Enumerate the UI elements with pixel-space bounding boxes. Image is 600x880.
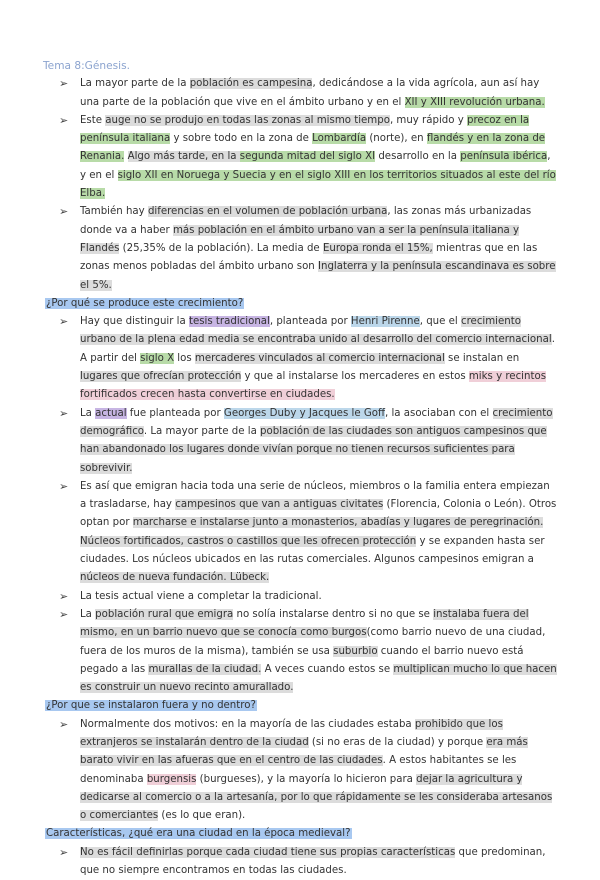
highlighted-text: No es fácil definirlas porque cada ciudad tiene sus propias características [80,846,456,858]
text-run: (como barrio nuevo de una ciudad, fuera de los muros de la misma), también se usa [80,627,546,657]
document-title: Tema 8:Génesis. [43,60,130,72]
text-run: , las zonas más urbanizadas donde va a haber [80,206,532,236]
text-run: , que el [419,316,461,328]
bullet-item [43,606,558,697]
highlighted-text: auge no se produjo en todas las zonas al mismo tiempo [105,114,390,126]
highlighted-text: Georges Duby y Jacques le Goff [223,407,385,419]
text-run: (burgueses), y la mayoría lo hicieron para [196,773,417,785]
highlighted-text: lugares que ofrecían protección [80,371,242,383]
highlighted-text: murallas de la ciudad. [148,663,262,675]
text-run: cuando el barrio nuevo está pegado a las [80,645,524,675]
text-run: se instalan en [444,352,520,364]
text-run: los [174,352,195,364]
highlighted-text: Henri Pirenne [350,316,420,328]
document-page [43,57,558,880]
highlighted-text: población de las ciudades son antiguos campesinos que han abandonado los lugares donde vivían porque no tienen recursos suficientes para sobrevivir. [80,425,547,474]
highlighted-text: era más barato vivir en las afueras que en el centro de las ciudades [80,736,528,767]
text-run: , muy rápido y [389,114,467,126]
section-heading-text: ¿Por qué se produce este crecimiento? [46,297,244,309]
bullet-item [43,75,558,112]
text-run: Este [80,114,106,126]
highlighted-text: Lombardía [312,133,367,145]
text-run: . A estos habitantes se les denominaba [80,755,517,785]
highlighted-text: población rural que emigra [95,608,234,620]
text-run: (si no eras de la ciudad) y porque [308,736,487,748]
highlighted-text: mercaderes vinculados al comercio internacional [194,352,445,364]
bullet-item [43,478,558,588]
highlighted-text: Europa ronda el 15%, [322,242,433,254]
text-run: Normalmente dos motivos: en la mayoría de las ciudades estaba [80,718,415,730]
text-run: que predominan, que no siempre encontramos en todas las ciudades. [80,846,546,877]
highlighted-text: flandés y en la zona de Renania. [80,133,546,163]
section-heading [43,295,558,313]
text-run: . La mayor parte de la [143,425,261,437]
highlighted-text: siglo XII en Noruega y Suecia y en el siglo XIII en los territorios situados al este del río Elba. [80,169,556,200]
text-run: mientras que en las zonas menos pobladas del ámbito urbano son [80,242,538,273]
arrow-bullet-icon: ➢ [59,607,69,621]
highlighted-text: crecimiento urbano de la plena edad media se encontraba unido al desarrollo del comercio internacional [80,316,552,346]
arrow-bullet-icon: ➢ [59,589,69,603]
text-run: , planteada por [269,316,351,328]
arrow-bullet-icon: ➢ [59,205,69,219]
section-heading-text: ¿Por que se instalaron fuera y no dentro? [46,700,256,712]
highlighted-text: diferencias en el volumen de población urbana [147,206,388,218]
text-run: (norte), en [366,133,427,145]
text-run: La tesis actual viene a completar la tradicional. [80,590,322,602]
text-run: y se expanden hasta ser ciudades. Los núcleos ubicados en las rutas comerciales. Algunos campesinos emigran a [80,535,545,566]
bullet-item [43,588,558,606]
text-run: , dedicándose a la vida agrícola, aun así hay una parte de la población que vive en el ámbito urbano y en el [80,78,540,108]
highlighted-text: actual [95,407,127,419]
text-run: . A partir del [80,334,555,364]
highlighted-text: marcharse e instalarse junto a monasterios, abadías y lugares de peregrinación. Núcleos fortificados, castros o castillos que les ofrecen protección [80,517,544,547]
text-run: , la asociaban con el [384,407,493,419]
document-body [43,75,558,880]
highlighted-text: población es campesina [189,78,313,90]
text-run: La [80,407,96,419]
highlighted-text: miks y recintos fortificados crecen hasta convertirse en ciudades. [80,371,546,401]
highlighted-text: dejar la agricultura y dedicarse al comercio o a la artesanía, por lo que rápidamente se les consideraba artesanos o comerciantes [80,773,553,822]
section-heading [43,697,558,715]
highlighted-text: crecimiento demográfico [80,407,553,437]
section-heading [43,825,558,843]
highlighted-text: campesinos que van a antiguas civitates [175,499,384,511]
text-run: La [80,608,96,620]
highlighted-text: suburbio [333,645,378,657]
text-run: (25,35% de la población). La media de [119,242,323,254]
highlighted-text: península ibérica [460,151,548,163]
highlighted-text: precoz en la península italiana [80,114,530,145]
highlighted-text: XII y XIII revolución urbana. [404,96,545,108]
text-run: no solía instalarse dentro si no que se [233,608,434,620]
section-heading-text: Características, ¿qué era una ciudad en la época medieval? [46,828,351,840]
text-run: Es así que emigran hacia toda una serie de núcleos, miembros o la familia entera empiezan a trasladarse, hay [80,480,550,511]
bullet-item [43,112,558,203]
text-run: (es lo que eran). [158,810,246,822]
arrow-bullet-icon: ➢ [59,77,69,91]
text-run: A veces cuando estos se [261,663,394,675]
arrow-bullet-icon: ➢ [59,113,69,127]
highlighted-text: multiplican mucho lo que hacen es construir un nuevo recinto amurallado. [80,663,557,694]
text-run: Hay que distinguir la [80,316,189,328]
highlighted-text: siglo X [140,352,175,364]
highlighted-text: más población en el ámbito urbano van a ser la península italiana y Flandés [80,224,520,254]
highlighted-text: burgensis [146,773,197,785]
highlighted-text: segunda mitad del siglo XI [239,151,376,163]
highlighted-text: Algo más tarde, en la [127,151,240,163]
highlighted-text: prohibido que los extranjeros se instalarán dentro de la ciudad [80,718,503,748]
bullet-item [43,203,558,294]
text-run: desarrollo en la [375,151,461,163]
text-run: También hay [80,206,148,218]
arrow-bullet-icon: ➢ [59,315,69,329]
highlighted-text: núcleos de nueva fundación. Lübeck. [80,572,270,584]
arrow-bullet-icon: ➢ [59,479,69,493]
highlighted-text: Inglaterra y la península escandinava es sobre el 5%. [80,261,556,291]
arrow-bullet-icon: ➢ [59,717,69,731]
highlighted-text: tesis tradicional [188,316,270,328]
bullet-item [43,405,558,478]
arrow-bullet-icon: ➢ [59,406,69,420]
bullet-item [43,313,558,404]
text-run: y sobre todo en la zona de [170,133,313,145]
text-run: , y en el [80,151,551,181]
bullet-item [43,716,558,826]
text-run: La mayor parte de la [80,78,190,90]
text-run: y que al instalarse los mercaderes en estos [241,371,469,383]
arrow-bullet-icon: ➢ [59,845,69,859]
highlighted-text: instalaba fuera del mismo, en un barrio nuevo que se conocía como burgos [80,608,529,639]
bullet-item [43,844,558,880]
text-run: fue planteada por [126,407,224,419]
text-run: (Florencia, Colonia o León). Otros optan por [80,499,557,529]
